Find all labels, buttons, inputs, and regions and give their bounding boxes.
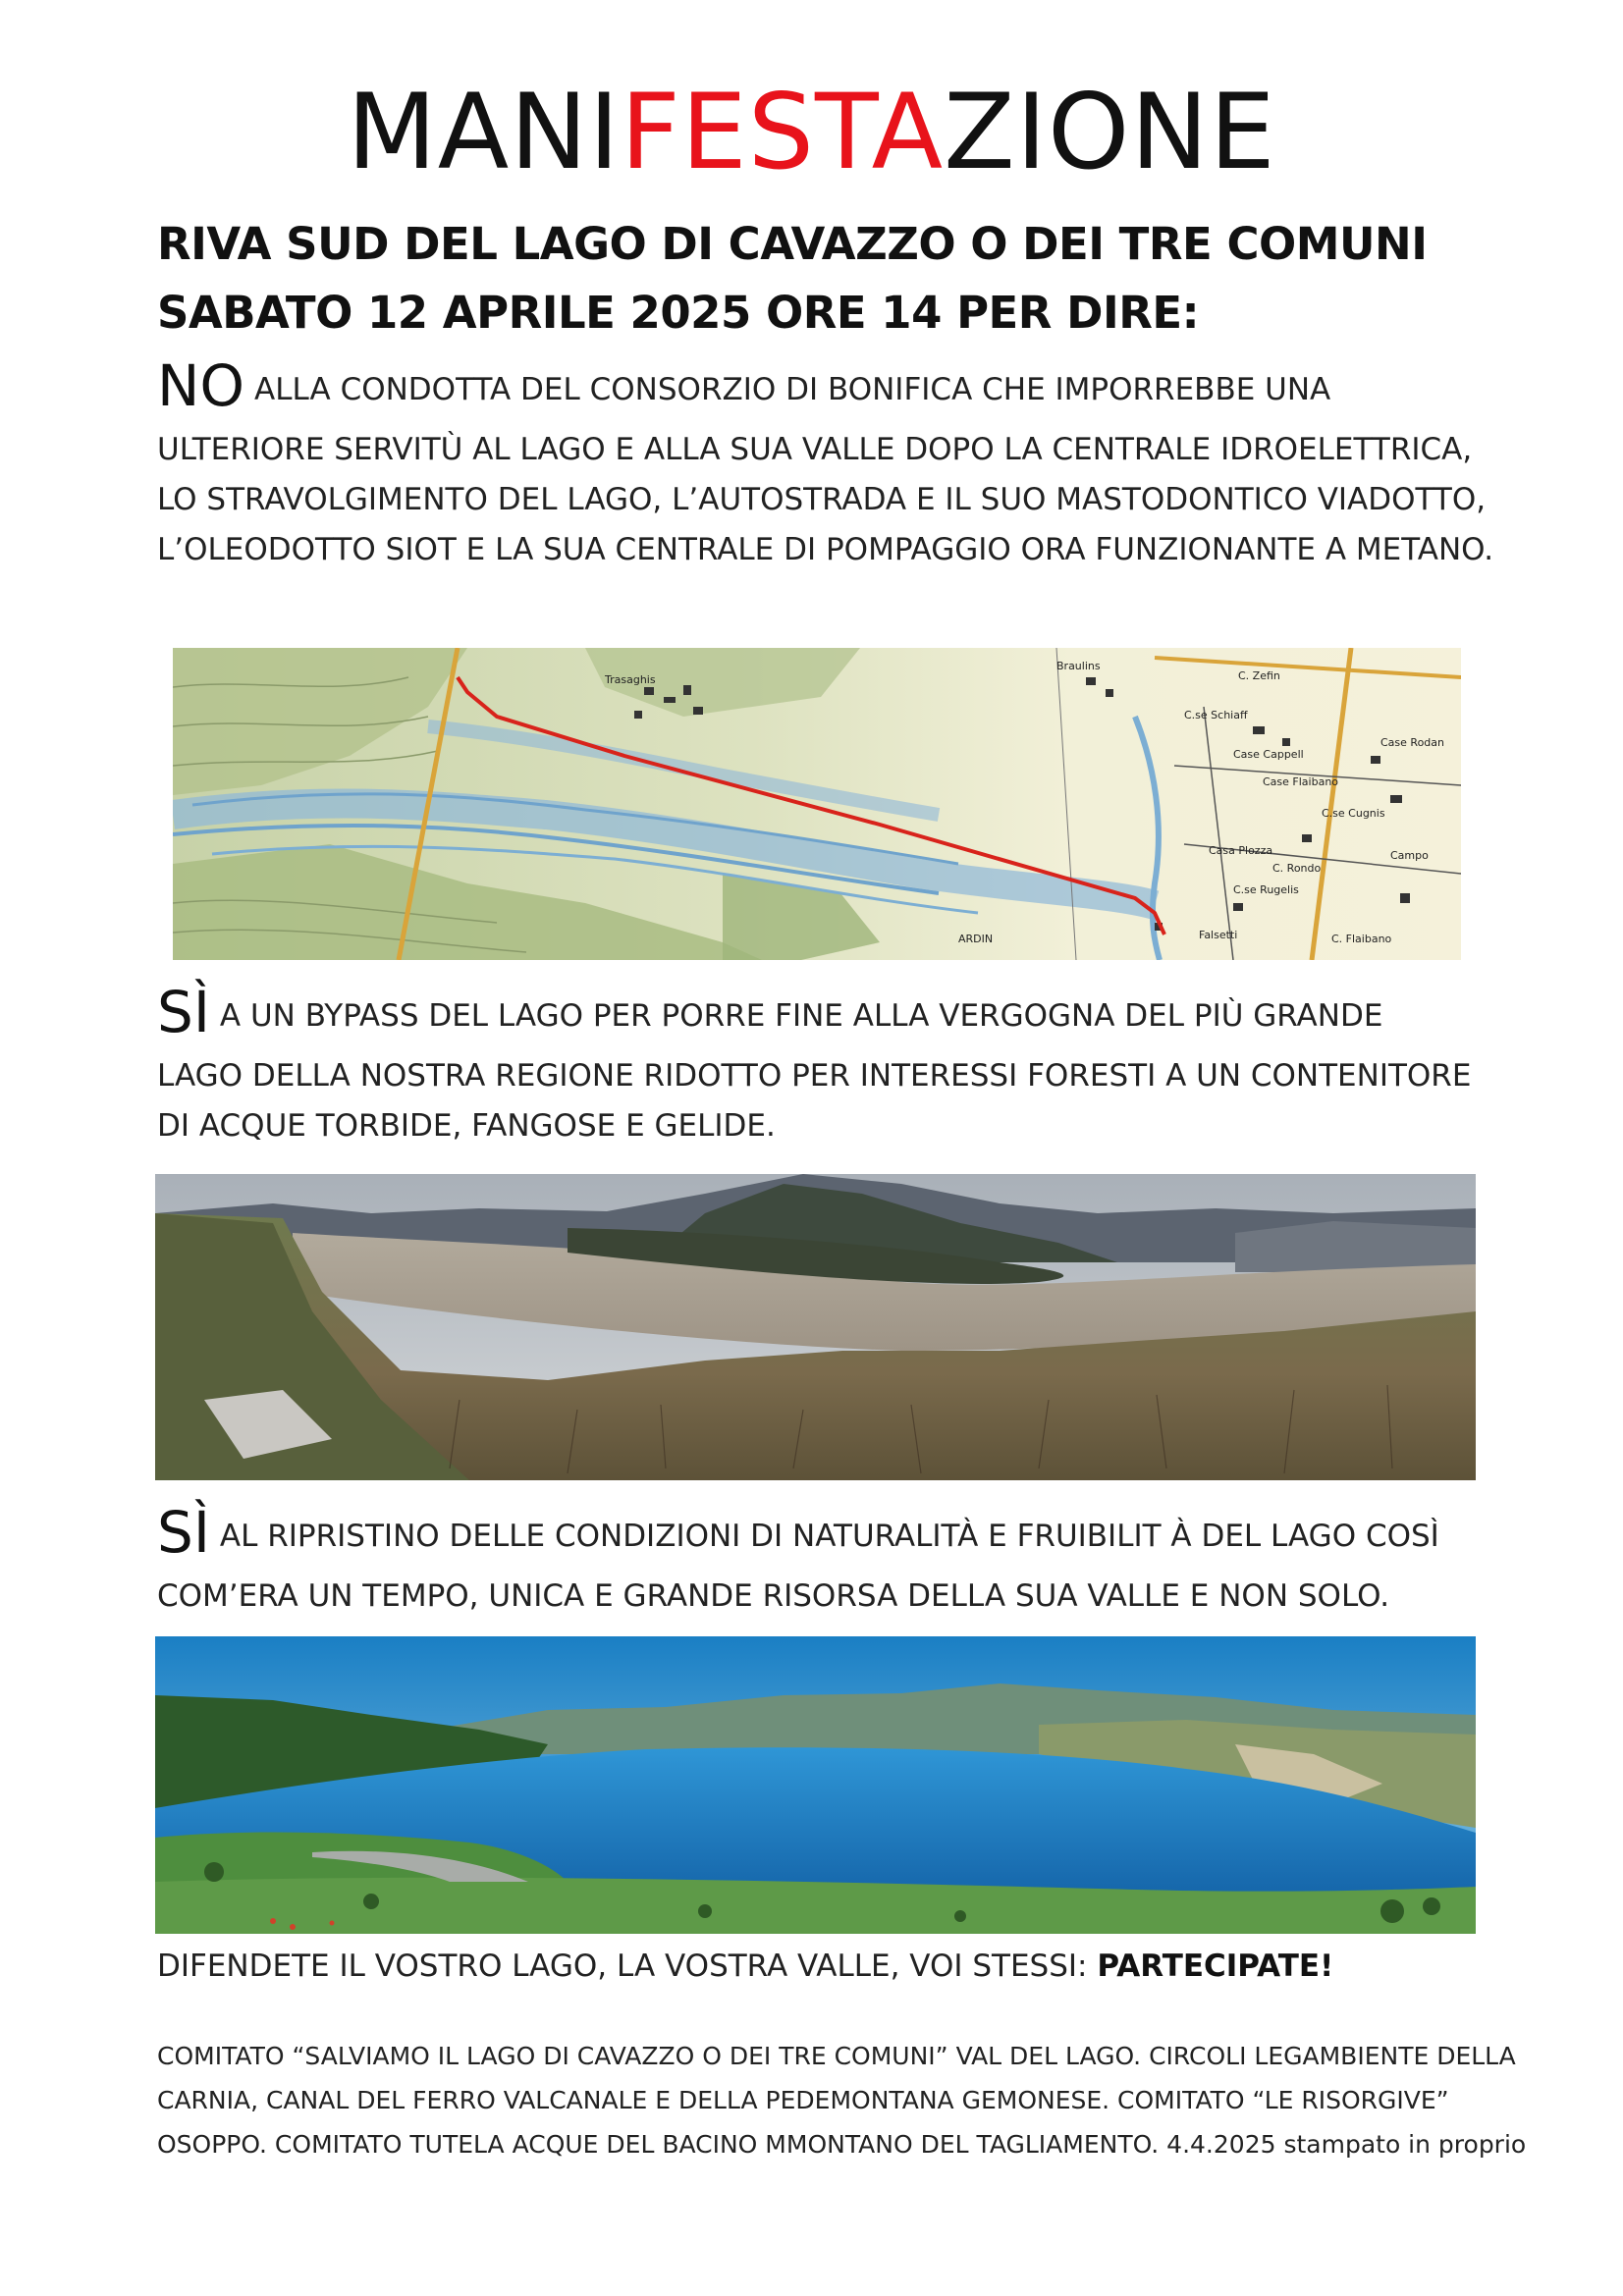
page-title: MANIFESTAZIONE [347,72,1276,192]
map-label: Braulins [1056,660,1101,672]
location-heading: RIVA SUD DEL LAGO DI CAVAZZO O DEI TRE COMUNI [157,218,1428,270]
map-label: Case Cappell [1233,748,1304,761]
muddy-lake-photo [155,1174,1476,1480]
blue-lake-photo [155,1636,1476,1934]
map-label: Case Flaibano [1263,775,1339,788]
credits-text: COMITATO “SALVIAMO IL LAGO DI CAVAZZO O DEI TRE COMUNI” VAL DEL LAGO. CIRCOLI LEGAMBIENTE DELLA CARNIA, CANAL DEL FERRO VALCANALE E DELLA PEDEMONTANA GEMONESE. COMITATO “LE RISORGIVE” OSOPPO. COMITATO TUTELA ACQUE DEL BACINO MMONTANO DEL TAGLIAMENTO. 4.4.2025 stampato in proprio [157,2042,1527,2159]
map-label: Falsetti [1199,929,1238,941]
map-label: C. Rondo [1272,862,1322,875]
section-si-ripristino-lead: SÌ [157,1499,210,1566]
map-label: C.se Rugelis [1233,883,1299,896]
section-si-ripristino: SÌ AL RIPRISTINO DELLE CONDIZIONI DI NATURALITÀ E FRUIBILIT À DEL LAGO COSÌ COM’ERA UN TEMPO, UNICA E GRANDE RISORSA DELLA SUA VALLE E NON SOLO. [157,1499,1439,1614]
map-label: ARDIN [958,933,994,945]
map-label: C.se Schiaff [1184,709,1248,721]
map-label: C. Zefin [1238,669,1280,682]
map-label: C. Flaibano [1331,933,1392,945]
section-si-bypass-lead: SÌ [157,979,210,1045]
map-label: Trasaghis [605,673,656,686]
section-no: NO ALLA CONDOTTA DEL CONSORZIO DI BONIFICA CHE IMPORREBBE UNA ULTERIORE SERVITÙ AL LAGO E ALLA SUA VALLE DOPO LA CENTRALE IDROELETTRICA, LO STRAVOLGIMENTO DEL LAGO, L’AUTOSTRADA E IL SUO MASTODONTICO VIADOTTO, L’OLEODOTTO SIOT E LA SUA CENTRALE DI POMPAGGIO ORA FUNZIONANTE A METANO. [157,352,1494,567]
call-to-action-bold: PARTECIPATE! [1097,1949,1334,1984]
topographic-map-image [173,648,1461,960]
date-heading: SABATO 12 APRILE 2025 ORE 14 PER DIRE: [157,287,1200,339]
call-to-action: DIFENDETE IL VOSTRO LAGO, LA VOSTRA VALLE, VOI STESSI: PARTECIPATE! [157,1949,1334,1984]
map-label: Case Rodan [1380,736,1444,749]
map-label: C.se Cugnis [1322,807,1385,820]
title-highlight: FESTA [620,72,945,192]
section-si-bypass: SÌ A UN BYPASS DEL LAGO PER PORRE FINE ALLA VERGOGNA DEL PIÙ GRANDE LAGO DELLA NOSTRA REGIONE RIDOTTO PER INTERESSI FORESTI A UN CONTENITORE DI ACQUE TORBIDE, FANGOSE E GELIDE. [157,979,1472,1144]
section-no-lead: NO [157,352,245,419]
map-label: Campo [1390,849,1429,862]
map-label: Casa Plozza [1209,844,1273,857]
